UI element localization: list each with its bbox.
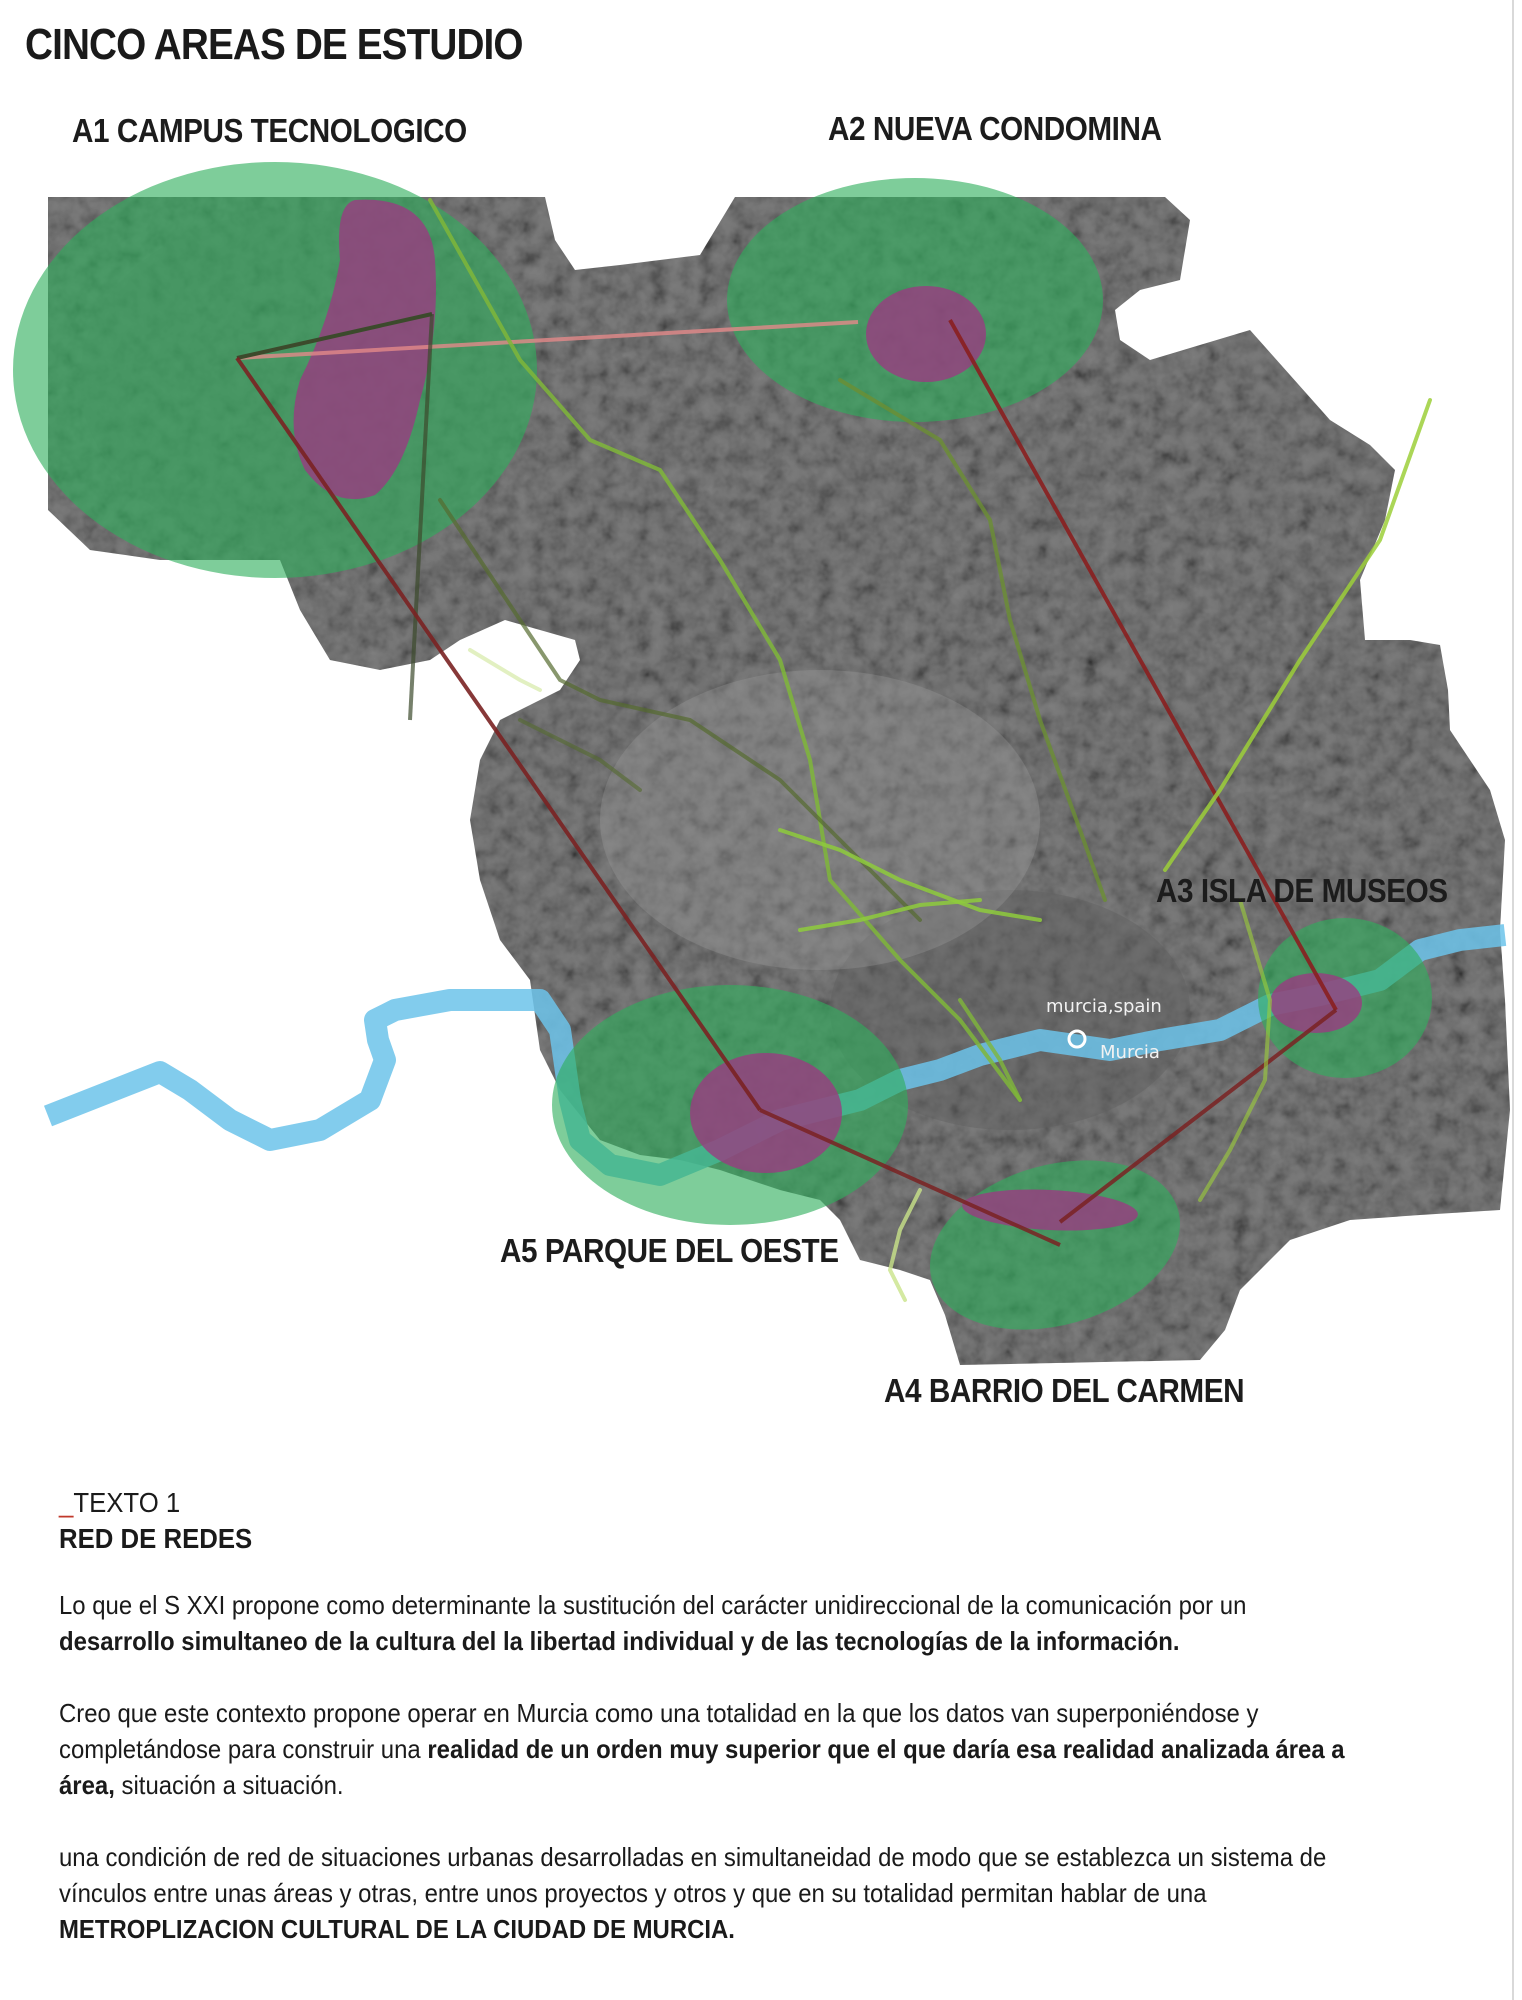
p2-emphasis: realidad de un orden muy superior que el que daría esa realidad analizada área a área, — [59, 1734, 1345, 1800]
p2-text: Creo que este contexto propone operar en Murcia como una totalidad en la que los datos van superponiéndose y completándose para construir una — [59, 1698, 1259, 1764]
area-label-a2: A2 NUEVA CONDOMINA — [828, 110, 1162, 147]
p1-text: Lo que el S XXI propone como determinante la sustitución del carácter unidireccional de la comunicación por un — [59, 1590, 1247, 1620]
kicker-dash: _ — [59, 1487, 74, 1518]
p1-emphasis: desarrollo simultaneo de la cultura del la libertad individual y de las tecnologías de la información. — [59, 1626, 1180, 1656]
text-heading: RED DE REDES — [59, 1523, 253, 1554]
river-name-label: Murcia — [1100, 1042, 1160, 1063]
paragraph-3 — [59, 1839, 1365, 1947]
page-title: CINCO AREAS DE ESTUDIO — [25, 20, 523, 69]
paragraph-1 — [59, 1587, 1365, 1659]
zone-a1-green — [13, 162, 537, 578]
pin-place-label: murcia,spain — [1046, 996, 1162, 1017]
study-areas-map[interactable] — [0, 150, 1522, 1410]
zone-a2-core — [866, 286, 986, 382]
p3-text: una condición de red de situaciones urbanas desarrolladas en simultaneidad de modo que se establezca un sistema de vínculos entre unas áreas y otras, entre unos proyectos y otros y que en su totalidad permitan hablar de una — [59, 1842, 1327, 1908]
text-kicker — [59, 1485, 1365, 1521]
area-label-a5: A5 PARQUE DEL OESTE — [500, 1232, 839, 1269]
text-section — [59, 1485, 1365, 1983]
paragraph-2 — [59, 1695, 1365, 1803]
p3-emphasis: METROPLIZACION CULTURAL DE LA CIUDAD DE MURCIA. — [59, 1914, 735, 1944]
area-label-a3: A3 ISLA DE MUSEOS — [1156, 872, 1448, 909]
kicker-label: TEXTO 1 — [73, 1487, 181, 1518]
area-label-a4: A4 BARRIO DEL CARMEN — [884, 1372, 1245, 1409]
area-label-a1: A1 CAMPUS TECNOLOGICO — [72, 112, 467, 149]
p2-text-end: situación a situación. — [114, 1770, 344, 1800]
